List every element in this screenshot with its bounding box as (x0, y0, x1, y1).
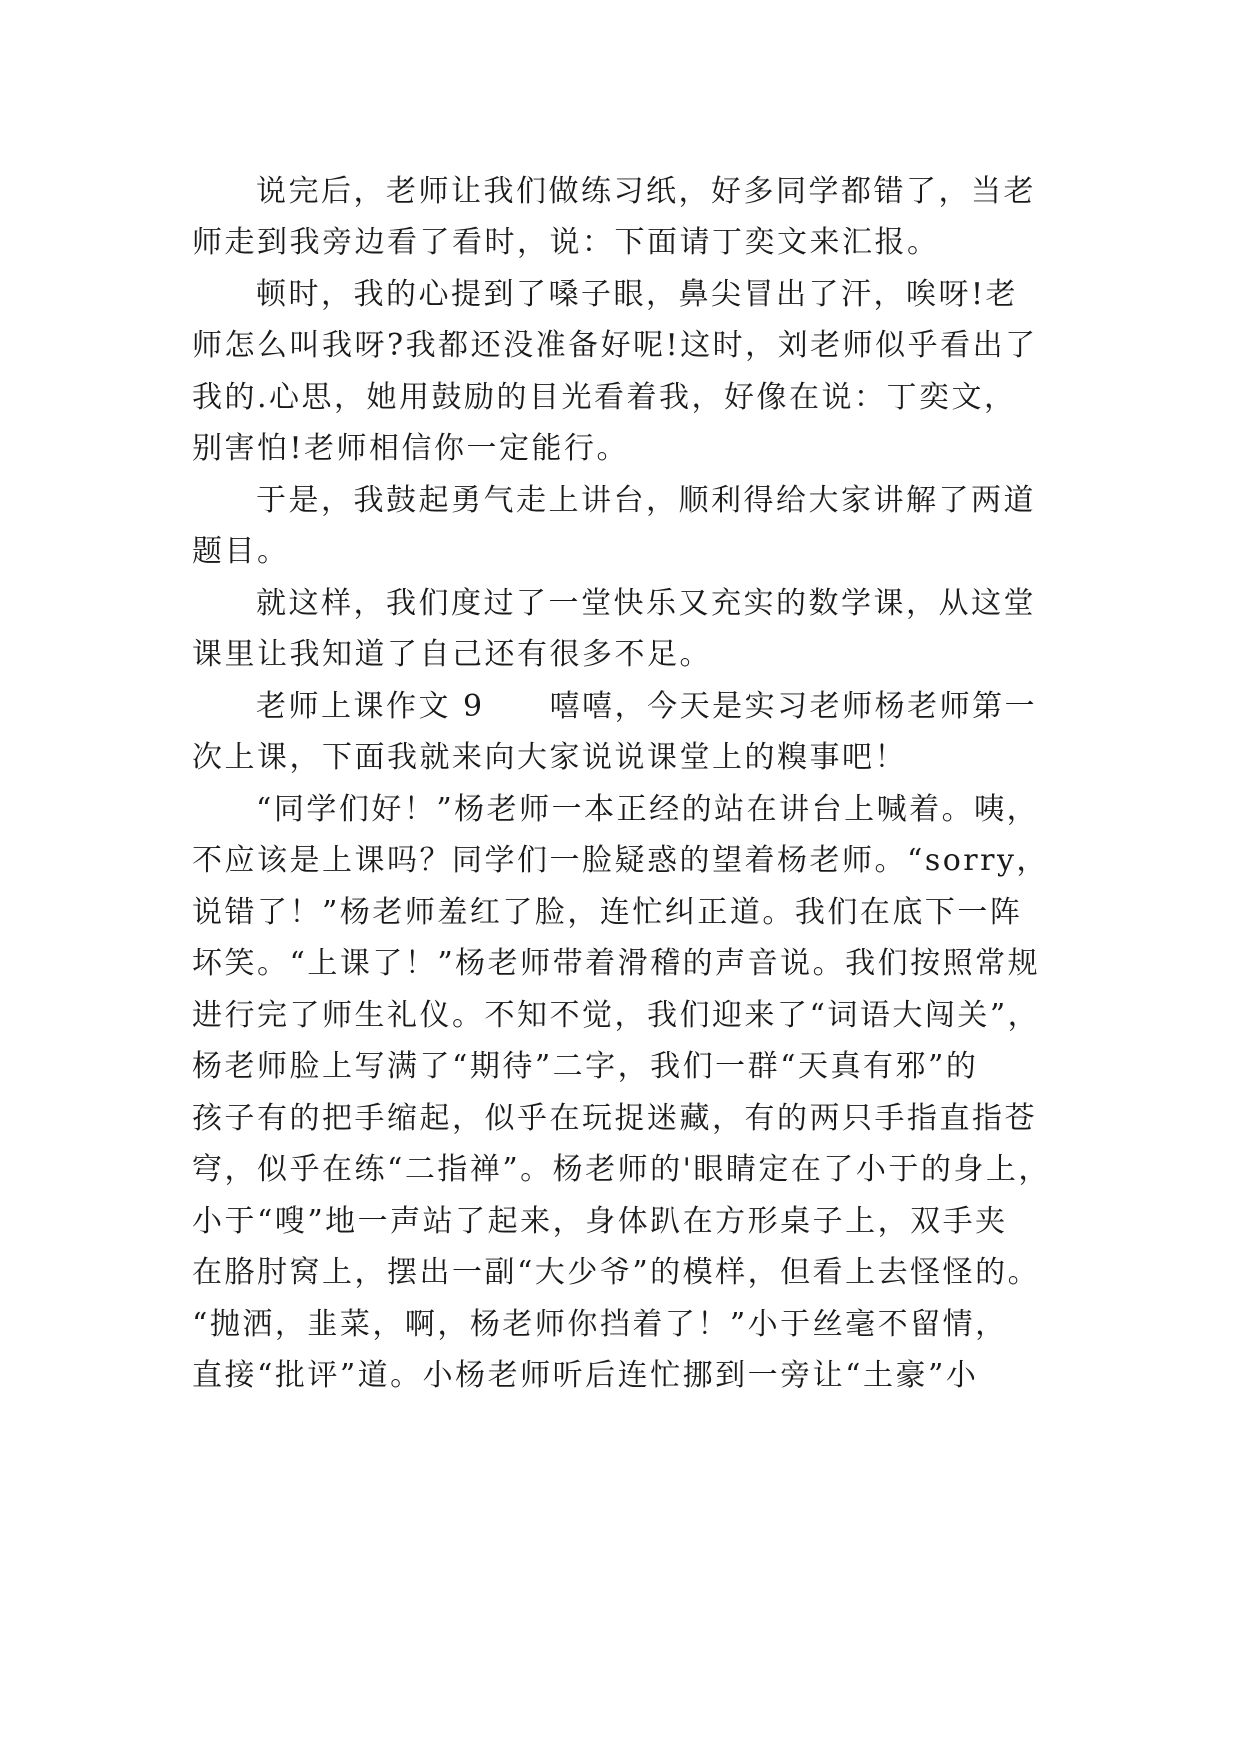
paragraph-line: 坏笑。“上课了！”杨老师带着滑稽的声音说。我们按照常规 (192, 946, 1041, 981)
paragraph-line: 小于“嗖”地一声站了起来，身体趴在方形桌子上，双手夹 (192, 1204, 1008, 1239)
paragraph-line: 杨老师脸上写满了“期待”二字，我们一群“天真有邪”的 (192, 1049, 979, 1084)
paragraph-line: 老师上课作文 9 嘻嘻，今天是实习老师杨老师第一 (256, 689, 1038, 724)
paragraph-line: “同学们好！”杨老师一本正经的站在讲台上喊着。咦， (256, 792, 1040, 827)
paragraph-line: 别害怕!老师相信你一定能行。 (192, 431, 630, 466)
paragraph-line: 题目。 (192, 534, 290, 569)
paragraph-line: 直接“批评”道。小杨老师听后连忙挪到一旁让“土豪”小 (192, 1358, 979, 1393)
paragraph-line: 不应该是上课吗？同学们一脸疑惑的望着杨老师。“sorry， (192, 843, 1049, 878)
paragraph-line: 穹，似乎在练“二指禅”。杨老师的'眼睛定在了小于的身上， (192, 1152, 1051, 1187)
paragraph-line: 我的.心思，她用鼓励的目光看着我，好像在说：丁奕文， (192, 380, 1017, 415)
paragraph-line: 次上课，下面我就来向大家说说课堂上的糗事吧！ (192, 740, 907, 775)
paragraph-line: 师怎么叫我呀?我都还没准备好呢!这时，刘老师似乎看出了 (192, 328, 1038, 363)
paragraph-line: 于是，我鼓起勇气走上讲台，顺利得给大家讲解了两道 (256, 483, 1036, 518)
paragraph-line: 课里让我知道了自己还有很多不足。 (192, 637, 712, 672)
paragraph-line: 就这样，我们度过了一堂快乐又充实的数学课，从这堂 (256, 586, 1036, 621)
paragraph-line: 说完后，老师让我们做练习纸，好多同学都错了，当老 (256, 174, 1036, 209)
paragraph-line: 在胳肘窝上，摆出一副“大少爷”的模样，但看上去怪怪的。 (192, 1255, 1041, 1290)
paragraph-line: 孩子有的把手缩起，似乎在玩捉迷藏，有的两只手指直指苍 (192, 1101, 1037, 1136)
paragraph-line: 进行完了师生礼仪。不知不觉，我们迎来了“词语大闯关”， (192, 998, 1041, 1033)
paragraph-line: 说错了！”杨老师羞红了脸，连忙纠正道。我们在底下一阵 (192, 895, 1023, 930)
paragraph-line: 师走到我旁边看了看时，说：下面请丁奕文来汇报。 (192, 225, 940, 260)
paragraph-line: 顿时，我的心提到了嗓子眼，鼻尖冒出了汗，唉呀!老 (256, 277, 1019, 312)
paragraph-line: “抛洒，韭菜，啊，杨老师你挡着了！”小于丝毫不留情， (192, 1307, 1008, 1342)
